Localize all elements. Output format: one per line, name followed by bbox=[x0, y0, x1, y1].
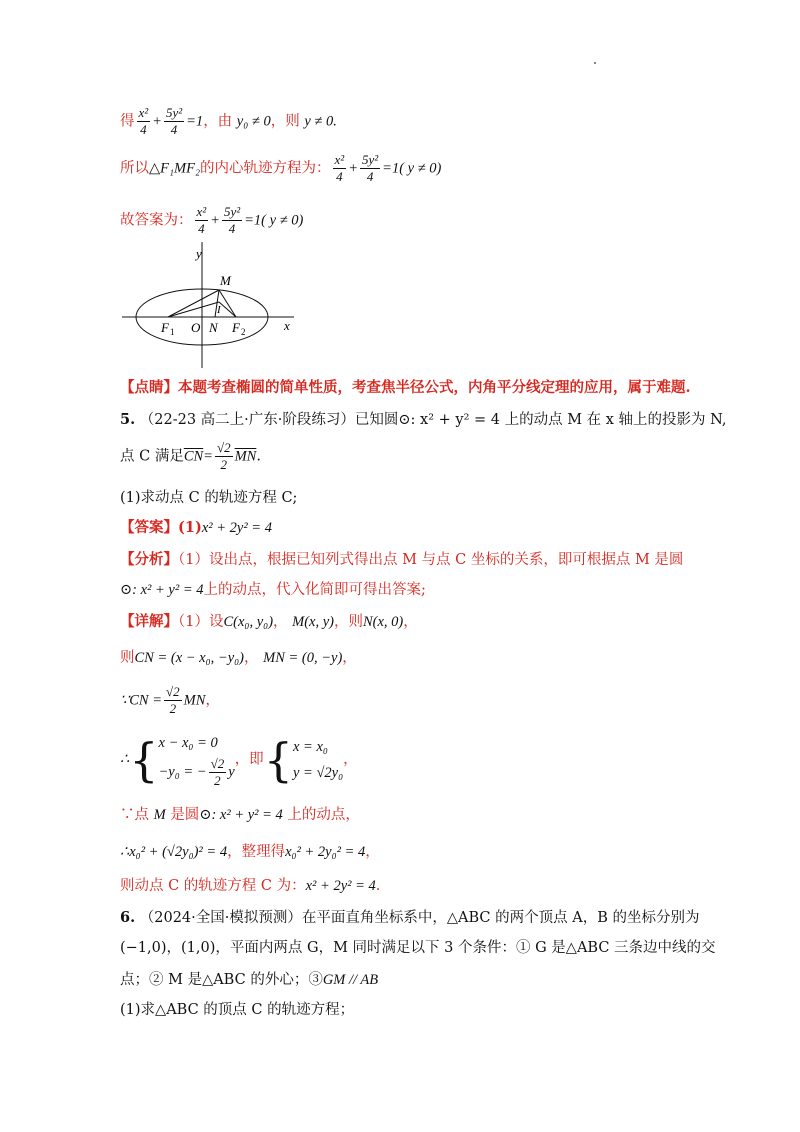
line-detail-4: ∴{ x − x₀ = 0 −y₀ = − $\frac{√2}{2}$ y ，即{ x = x₀ y = √2y₀ ， bbox=[120, 732, 358, 788]
label-i: I bbox=[217, 304, 221, 316]
line-answer: 故答案为： $\frac{\text{x²}}{4}$ + $\frac{\text{5y²}}{4}$ =1( y ≠ 0) bbox=[120, 204, 304, 236]
question-6-line3: 点；② M 是△ABC 的外心；③GM // AB bbox=[120, 972, 379, 988]
line-detail-6: ∴x₀² + (√2y₀)² = 4，整理得x₀² + 2y₀² = 4， bbox=[120, 844, 380, 860]
line-derive: 得 $\frac{\text{x²}}{4}$ + $\frac{\text{5y²}}{4}$ =1，由 y₀ ≠ 0，则 y ≠ 0. bbox=[120, 105, 337, 137]
label-f2: F bbox=[232, 320, 240, 335]
label-n: N bbox=[209, 320, 218, 335]
label-o: O bbox=[191, 320, 201, 335]
line-dianjing: 【点睛】本题考查椭圆的简单性质，考查焦半径公式，内角平分线定理的应用，属于难题. bbox=[120, 379, 691, 396]
line-detail-2: 则CN = (x − x₀, −y₀)， MN = (0, −y)， bbox=[120, 650, 357, 666]
label-f2-sub: 2 bbox=[241, 327, 246, 337]
line-locus: 所以△F₁MF₂的内心轨迹方程为： $\frac{\text{x²}}{4}$ + $\frac{\text{5y²}}{4}$ =1( y ≠ 0) bbox=[120, 152, 442, 184]
question-5-part1: (1)求动点 C 的轨迹方程 C; bbox=[120, 490, 298, 506]
line-analysis-2: ⊙: x² + y² = 4上的动点，代入化简即可得出答案; bbox=[120, 582, 426, 598]
page-dot bbox=[594, 62, 596, 64]
label-y: y bbox=[196, 246, 202, 261]
line-analysis: 【分析】（1）设出点，根据已知列式得出点 M 与点 C 坐标的关系，即可根据点 M 是圆 bbox=[120, 551, 684, 568]
line-detail-5: ∵点 M 是圆⊙: x² + y² = 4 上的动点， bbox=[120, 807, 360, 823]
line-detail-1: 【详解】（1）设C(x₀, y₀)， M(x, y)，则N(x, 0)， bbox=[120, 613, 418, 630]
line-detail-3: ∵CN = $\frac{√2}{2}$ MN， bbox=[120, 684, 220, 716]
line-detail-7: 则动点 C 的轨迹方程 C 为：x² + 2y² = 4. bbox=[120, 878, 381, 894]
question-6-line2: (−1,0)，(1,0)，平面内两点 G，M 同时满足以下 3 个条件：① G 是△ABC 三条边中线的交 bbox=[120, 940, 716, 956]
label-m: M bbox=[220, 273, 231, 288]
fraction: $\frac{\text{x²}}{4}$ bbox=[138, 105, 149, 137]
ellipse-figure bbox=[118, 240, 298, 370]
line-answer-tag: 【答案】(1)x² + 2y² = 4 bbox=[120, 519, 272, 536]
segment-f1i bbox=[168, 302, 219, 317]
label-f1-sub: 1 bbox=[170, 327, 175, 337]
label-x: x bbox=[284, 318, 290, 333]
question-6-part1: (1)求△ABC 的顶点 C 的轨迹方程； bbox=[120, 1002, 355, 1018]
segment-mf2 bbox=[219, 290, 236, 317]
segment-f1m bbox=[168, 290, 219, 317]
question-5: 5. （22-23 高二上·广东·阶段练习）已知圆⊙: x² + y² = 4 上的动点 M 在 x 轴上的投影为 N, bbox=[120, 411, 727, 428]
label-f1: F bbox=[161, 320, 169, 335]
fraction: $\frac{\text{5y²}}{4}$ bbox=[165, 105, 183, 137]
question-6: 6. （2024·全国·模拟预测）在平面直角坐标系中，△ABC 的两个顶点 A，B 的坐标分别为 bbox=[120, 909, 700, 926]
question-5-condition: 点 C 满足$\overline{CN}=$ $\frac{√2}{2}$ $\overline{MN}$. bbox=[120, 440, 261, 472]
